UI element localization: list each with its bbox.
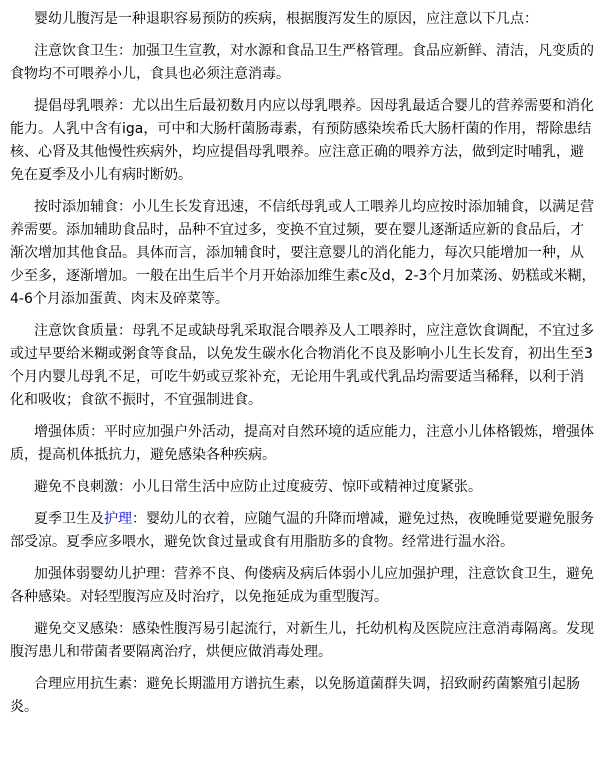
huli-care-link[interactable]: 护理 bbox=[104, 511, 132, 527]
summer-care-text-after-link: ：婴幼儿的衣着，应随气温的升降而增减，避免过热，夜晚睡觉要避免服务部受凉。夏季应多喂水，避免饮食过量或食有用脂肪多的食物。经常进行温水浴。 bbox=[10, 511, 594, 550]
paragraph-avoid-bad-stimuli: 避免不良刺激：小儿日常生活中应防止过度疲劳、惊吓或精神过度紧张。 bbox=[34, 479, 482, 495]
summer-care-text-before-link: 夏季卫生及 bbox=[34, 511, 104, 527]
paragraph-supplementary-food: 按时添加辅食：小儿生长发育迅速，不信纸母乳或人工喂养儿均应按时添加辅食，以满足营养需要。添加辅助食品时，品种不宜过多，变换不宜过频，要在婴儿逐渐适应新的食品后，才渐次增加其他食品。具体而言，添加辅食时，要注意婴儿的消化能力，每次只能增加一种，从少至多，逐渐增加。一般在出生后半个月开始添加维生素c及d，2-3个月加菜汤、奶糕或米糊，4-6个月添加蛋黄、肉末及碎菜等。 bbox=[10, 199, 596, 307]
paragraph-avoid-cross-infection: 避免交叉感染：感染性腹泻易引起流行，对新生儿，托幼机构及医院应注意消毒隔离。发现腹泻患儿和带菌者要隔离治疗，烘便应做消毒处理。 bbox=[10, 621, 594, 660]
paragraph-intro: 婴幼儿腹泻是一种退职容易预防的疾病，根据腹泻发生的原因，应注意以下几点： bbox=[34, 11, 538, 27]
paragraph-summer-care bbox=[10, 508, 597, 554]
paragraph-strengthen-constitution: 增强体质：平时应加强户外活动，提高对自然环境的适应能力，注意小儿体格锻炼，增强体质，提高机体抵抗力，避免感染各种疾病。 bbox=[10, 424, 594, 463]
paragraph-breastfeeding: 提倡母乳喂养：尤以出生后最初数月内应以母乳喂养。因母乳最适合婴儿的营养需要和消化能力。人乳中含有iga，可中和大肠杆菌肠毒素，有预防感染埃希氏大肠杆菌的作用，帮除患结核、心肾及其他慢性疾病外，均应提倡母乳喂养。应注意正确的喂养方法，做到定时哺乳，避免在夏季及小儿有病时断奶。 bbox=[10, 98, 594, 183]
paragraph-weak-infant-care: 加强体弱婴幼儿护理：营养不良、佝偻病及病后体弱小儿应加强护理，注意饮食卫生，避免各种感染。对轻型腹泻应及时治疗，以免拖延成为重型腹泻。 bbox=[10, 566, 594, 605]
paragraph-rational-antibiotics: 合理应用抗生素：避免长期滥用方谱抗生素，以免肠道菌群失调，招致耐药菌繁殖引起肠炎。 bbox=[10, 676, 580, 715]
paragraph-diet-quality: 注意饮食质量：母乳不足或缺母乳采取混合喂养及人工喂养时，应注意饮食调配，不宜过多或过早要给米糊或粥食等食品，以免发生碳水化合物消化不良及影响小儿生长发育，初出生至3个月内婴儿母乳不足，可吃牛奶或豆浆补充，无论用牛乳或代乳品均需要适当稀释，以利于消化和吸收；食欲不振时，不宜强制进食。 bbox=[10, 323, 594, 408]
paragraph-food-hygiene: 注意饮食卫生：加强卫生宣教，对水源和食品卫生严格管理。食品应新鲜、清洁，凡变质的食物均不可喂养小儿，食具也必须注意消毒。 bbox=[10, 43, 594, 82]
